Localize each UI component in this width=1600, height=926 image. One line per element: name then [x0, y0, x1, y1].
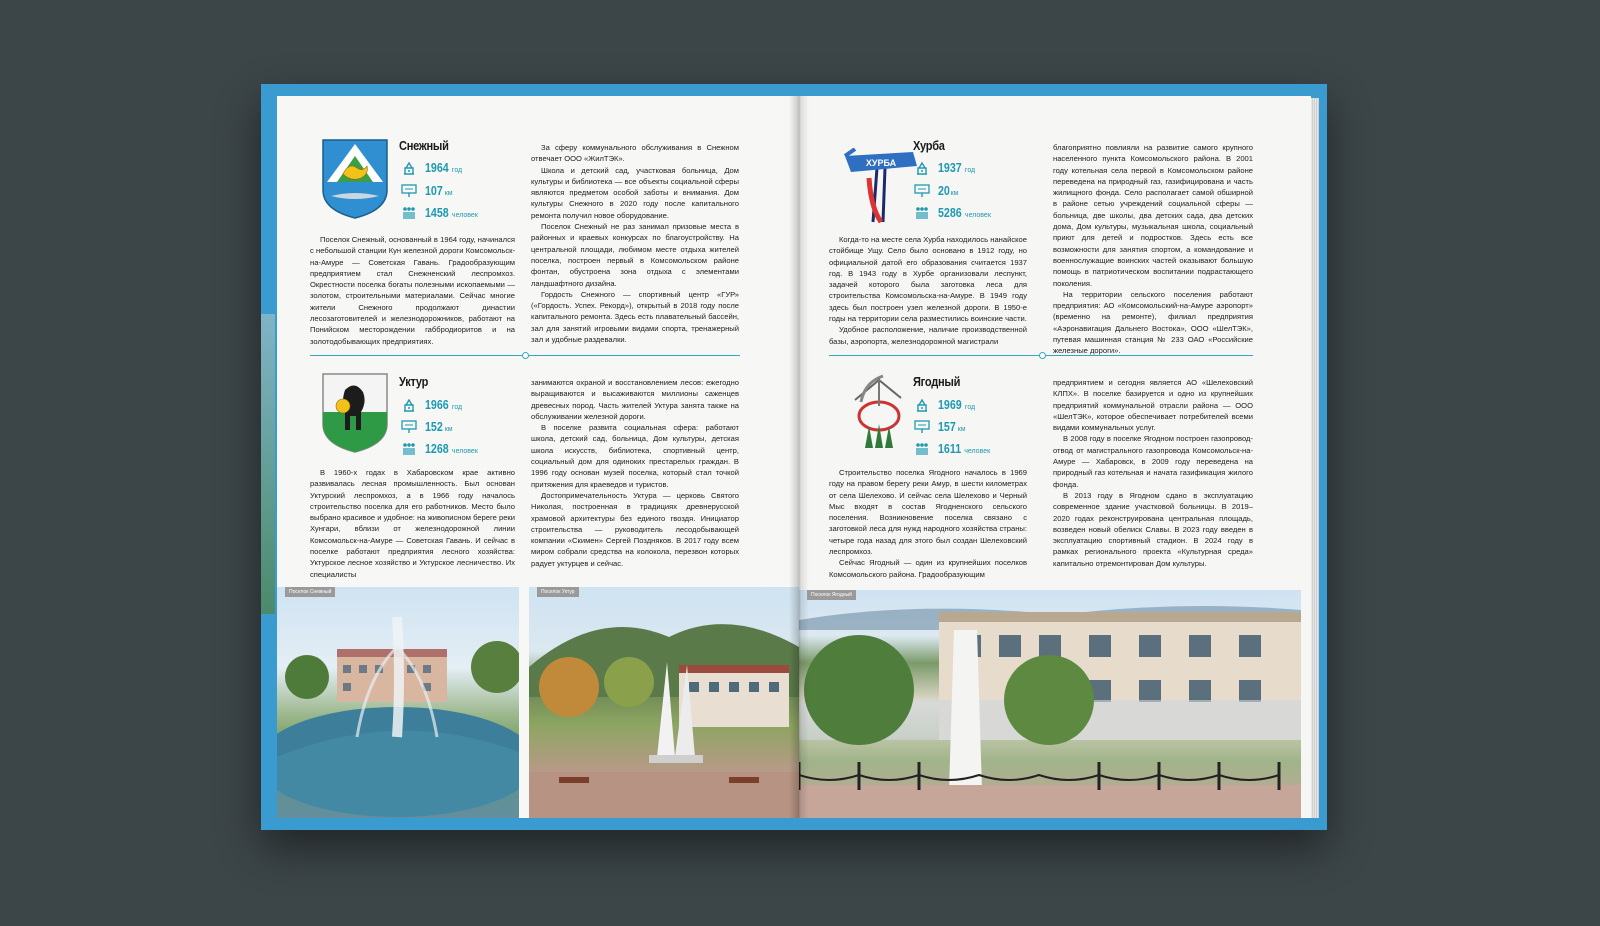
road-sign-icon	[401, 420, 417, 434]
snezhny-coat-of-arms	[321, 138, 389, 220]
uktur-year: 1966 год	[401, 397, 462, 412]
right-page	[799, 96, 1311, 818]
monument-icon	[401, 398, 417, 412]
road-sign-icon	[401, 184, 417, 198]
people-icon	[914, 206, 930, 220]
yagodny-distance: 157 км	[914, 419, 966, 434]
khurba-sign-emblem	[843, 148, 923, 223]
yagodny-obelisk-photo	[799, 590, 1301, 818]
monument-icon	[401, 161, 417, 175]
uktur-text-col2: занимаются охраной и восстановлением лесов: ежегодно выращиваются и высаживаются миллионы саженцев древесных пород. Часть жителей Уктура занята также на обслуживании железной дороги. В поселке развита социальная сфера: работают школа, детский сад, больница, Дом культуры, детская школа искусств, библиотека, спортивный центр, социальный дом для одиноких престарелых граждан. В 1996 году основан музей поселка, который стал точкой притяжения для краеведов и туристов. Достопримечательность Уктура — церковь Святого Николая, построенная в традициях древнерусской храмовой архитектуры без единого гвоздя. Инициатор строительства — руководитель лесодобывающей компании «Скимен» Сергей Поздняков. В 2017 году всем миром собрали средства на колокола, перезвон которых радует уктурцев и сейчас.	[531, 378, 739, 568]
uktur-title: Уктур	[399, 374, 429, 389]
uktur-text-col1: В 1960-х годах в Хабаровском крае активно развивалась лесная промышленность. Был основан Уктурский леспромхоз, а в 1966 году началось строительство поселка для его работников. Место было выбрано красивое и удобное: на живописном береге реки Хунгари, вблизи от железнодорожной линии Комсомольск-на-Амуре — Советская Гавань. И сейчас в поселке работают предприятия лесного хозяйства: Уктурское лесное хозяйство и Уктурское лесничество. Их специалисты	[310, 468, 515, 579]
uktur-distance: 152 км	[401, 419, 453, 434]
snezhny-population: 1458 человек	[401, 205, 478, 220]
people-icon	[914, 442, 930, 456]
khurba-population: 5286 человек	[914, 205, 991, 220]
photo-tag-uktur: Поселок Уктур	[537, 587, 579, 597]
yagodny-text-col2: предприятием и сегодня является АО «Шелеховский КЛПХ». В поселке базируется и одно из крупнейших предприятий коммунальной отрасли района — ООО «ШелТЭК», которое обеспечивает потребителей всеми видами коммунальных услуг. В 2008 году в поселке Ягодном построен газопровод-отвод от магистрального газопровода Комсомольск-на-Амуре — Хабаровск, в 2009 году переведена на природный газ котельная и начата газификация жилого фонда. В 2013 году в Ягодном сдано в эксплуатацию современное здание участковой больницы. В 2019–2020 годах реконструирована центральная площадь, возведен новый обелиск Славы. В 2023 году введен в эксплуатацию спортивный стадион. В 2024 году в рамках регионального проекта «Культурная среда» капитально отремонтирован Дом культуры.	[1053, 378, 1253, 568]
page-edges	[1311, 98, 1319, 818]
book	[261, 84, 1327, 830]
uktur-coat-of-arms	[321, 372, 389, 454]
road-sign-icon	[914, 184, 930, 198]
khurba-sign-text: ХУРБА	[865, 158, 897, 168]
yagodny-text-col1: Строительство поселка Ягодного началось в 1969 году на правом берегу реки Амур, в шести километрах от села Шелехово. И сейчас села Шелехово и Черный Мыс входят в состав Ягодненского сельского поселения. Возникновение поселка связано с заготовкой леса для нужд народного хозяйства страны: четыре года назад для этого был создан Шелеховский леспромхоз. Сейчас Ягодный — один из крупнейших поселков Комсомольского района. Градообразующим	[829, 468, 1027, 579]
khurba-title: Хурба	[913, 138, 945, 153]
snezhny-title: Снежный	[399, 138, 449, 153]
khurba-text-col1: Когда-то на месте села Хурба находилось нанайское стойбище Ущу. Село было основано в 1912 году, но официальной датой его образования считается 1937 год. В 1943 году в Хурбе организовали леспункт, задачей которого была заготовка леса для строительства Комсомольска-на-Амуре. В 1949 году здесь был построен узел железной дороги. В 1950-е годы на территории села разместились воинские части. Удобное расположение, наличие производственной базы, аэропорта, железнодорожной магистрали	[829, 235, 1027, 346]
yagodny-emblem	[847, 372, 911, 452]
yagodny-year: 1969 год	[914, 397, 975, 412]
snezhny-text-col1: Поселок Снежный, основанный в 1964 году, начинался с небольшой станции Кун железной дороги Комсомольск-на-Амуре — Советская Гавань. Градообразующим предприятием стал Снежненский леспромхоз. Окрестности поселка богаты полезными ископаемыми — золотом, строительными материалами. Сейчас многие жители Снежного продолжают династии лесозаготовителей и железнодорожников, работают на Понийском месторождении габбродиоритов и на золотодобывающих предприятиях.	[310, 235, 515, 346]
khurba-text-col2: благоприятно повлияли на развитие самого крупного населенного пункта Комсомольского района. В 2001 году котельная села первой в Комсомольском районе переведена на природный газ, газифицирована и часть жилищного фонда. Село располагает самой обширной в районе сетью учреждений социальной сферы — больница, две школы, два детских сада, два детских дома, Дом культуры, музыкальная школа, социальный приют для детей и подростков. Здесь есть все возможности для занятия спортом, а командование и военнослужащие воинских частей оказывают большую помощь в патриотическом воспитании подрастающего поколения. На территории сельского поселения работают предприятия: АО «Комсомольский-на-Амуре аэропорт» (временно на ремонте), филиал предприятия «Аэронавигация Дальнего Востока», ООО «ШелТЭК», путевая машинная станция № 233 ОАО «Российские железные дороги».	[1053, 143, 1253, 356]
road-sign-icon	[914, 420, 930, 434]
khurba-distance: 20 км	[914, 183, 958, 198]
snezhny-text-col2: За сферу коммунального обслуживания в Снежном отвечает ООО «ЖилТЭК». Школа и детский сад, участковая больница, Дом культуры и библиотека — все объекты социальной сферы являются предметом особой заботы и внимания. Дом культуры Снежного в 2020 году после капитального ремонта получил новое оборудование. Поселок Снежный не раз занимал призовые места в районных и краевых конкурсах по благоустройству. На центральной площади, любимом месте отдыха жителей поселка, построен первый в Комсомольском районе фонтан, обустроена зона отдыха с элементами ландшафтного дизайна. Гордость Снежного — спортивный центр «ГУР» («Гордость. Успех. Рекорд»), открытый в 2018 году после капитального ремонта. Здесь есть плавательный бассейн, зал для занятий игровыми видами спорта, тренажерный зал и удобные раздевалки.	[531, 143, 739, 345]
photo-tag-snezhny: Поселок Снежный	[285, 587, 335, 597]
khurba-year: 1937 год	[914, 160, 975, 175]
section-divider	[310, 355, 740, 356]
monument-icon	[914, 398, 930, 412]
yagodny-population: 1611 человек	[914, 441, 990, 456]
monument-icon	[914, 161, 930, 175]
snezhny-fountain-photo	[277, 587, 519, 818]
people-icon	[401, 206, 417, 220]
yagodny-title: Ягодный	[913, 374, 961, 389]
section-divider	[829, 355, 1253, 356]
people-icon	[401, 442, 417, 456]
left-page	[277, 96, 799, 818]
snezhny-distance: 107 км	[401, 183, 453, 198]
uktur-population: 1268 человек	[401, 441, 478, 456]
uktur-monument-photo	[529, 587, 799, 818]
photo-tag-yagodny: Поселок Ягодный	[807, 590, 856, 600]
snezhny-year: 1964 год	[401, 160, 462, 175]
